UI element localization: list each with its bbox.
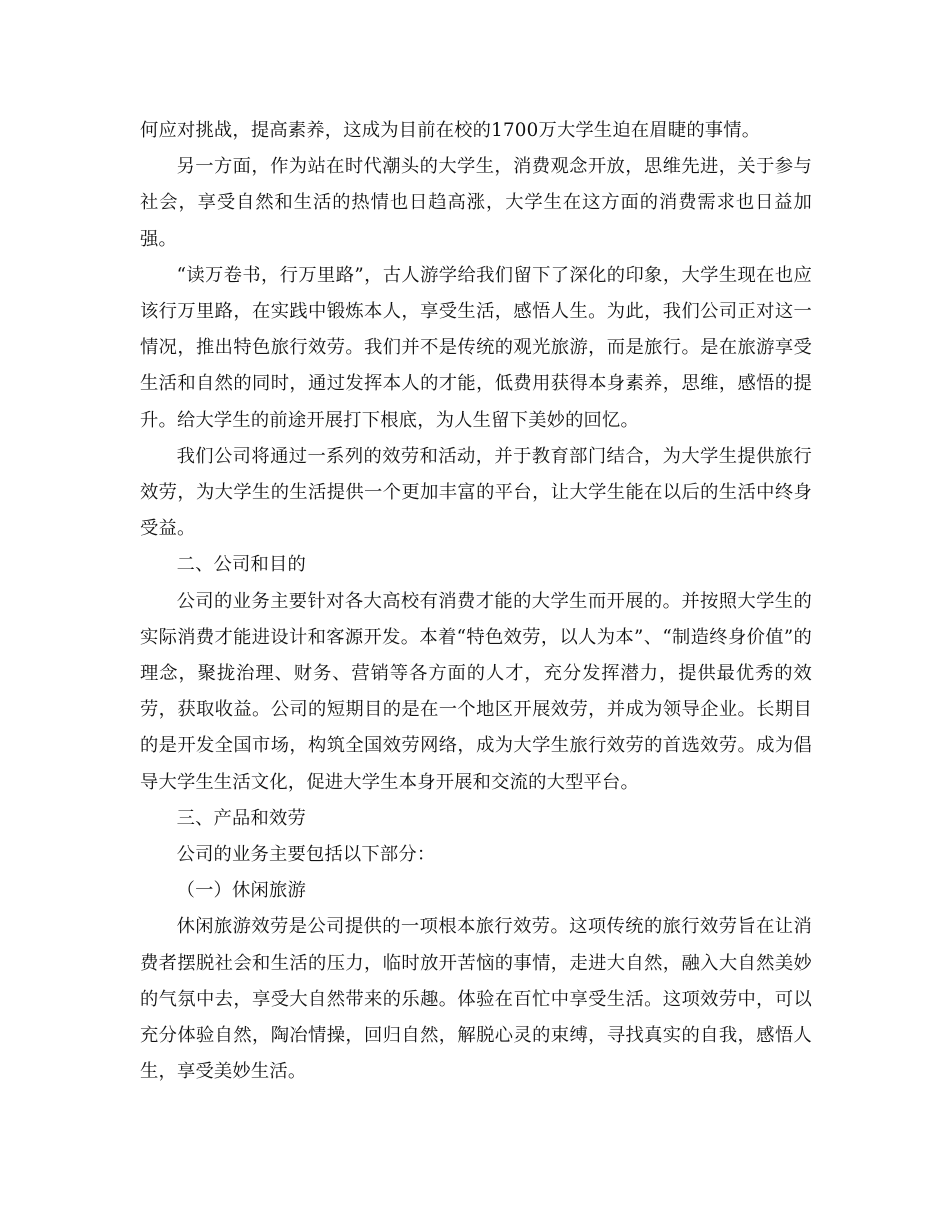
section-heading-products-services: 三、产品和效劳 [176,807,306,829]
paragraph-consumption-needs: 另一方面，作为站在时代潮头的大学生，消费观念开放，思维先进，关于参与社会，享受自然和生活的热情也日趋高涨，大学生在这方面的消费需求也日益加强。 [140,156,812,250]
paragraph-leisure-travel: 休闲旅游效劳是公司提供的一项根本旅行效劳。这项传统的旅行效劳旨在让消费者摆脱社会和生活的压力，临时放开苦恼的事情，走进大自然，融入大自然美妙的气氛中去，享受大自然带来的乐趣。体验在百忙中享受生活。这项效劳中，可以充分体验自然，陶冶情操，回归自然，解脱心灵的束缚，寻找真实的自我，感悟人生，享受美妙生活。 [140,916,812,1083]
paragraph-travel-service-intro: “读万卷书，行万里路”，古人游学给我们留下了深化的印象，大学生现在也应该行万里路，在实践中锻炼本人，享受生活，感悟人生。为此，我们公司正对这一情况，推出特色旅行效劳。我们并不是传统的观光旅游，而是旅行。是在旅游享受生活和自然的同时，通过发挥本人的才能，低费用获得本身素养，思维，感悟的提升。给大学生的前途开展打下根底，为人生留下美妙的回忆。 [140,264,812,431]
subsection-heading-leisure-travel: （一）休闲旅游 [176,880,306,902]
document-body [140,113,812,1090]
paragraph-business-parts: 公司的业务主要包括以下部分： [176,844,436,866]
section-heading-company-goals: 二、公司和目的 [176,554,306,576]
paragraph-company-goals: 公司的业务主要针对各大高校有消费才能的大学生而开展的。并按照大学生的实际消费才能进设计和客源开发。本着“特色效劳，以人为本”、“制造终身价值”的理念，聚拢治理、财务、营销等各方面的人才，充分发挥潜力，提供最优秀的效劳，获取收益。公司的短期目的是在一个地区开展效劳，并成为领导企业。长期目的是开发全国市场，构筑全国效劳网络，成为大学生旅行效劳的首选效劳。成为倡导大学生生活文化，促进大学生本身开展和交流的大型平台。 [140,590,812,793]
paragraph-company-platform: 我们公司将通过一系列的效劳和活动，并于教育部门结合，为大学生提供旅行效劳，为大学生的生活提供一个更加丰富的平台，让大学生能在以后的生活中终身受益。 [140,445,812,540]
paragraph-continuation: 何应对挑战，提高素养，这成为目前在校的1700万大学生迫在眉睫的事情。 [140,120,761,141]
